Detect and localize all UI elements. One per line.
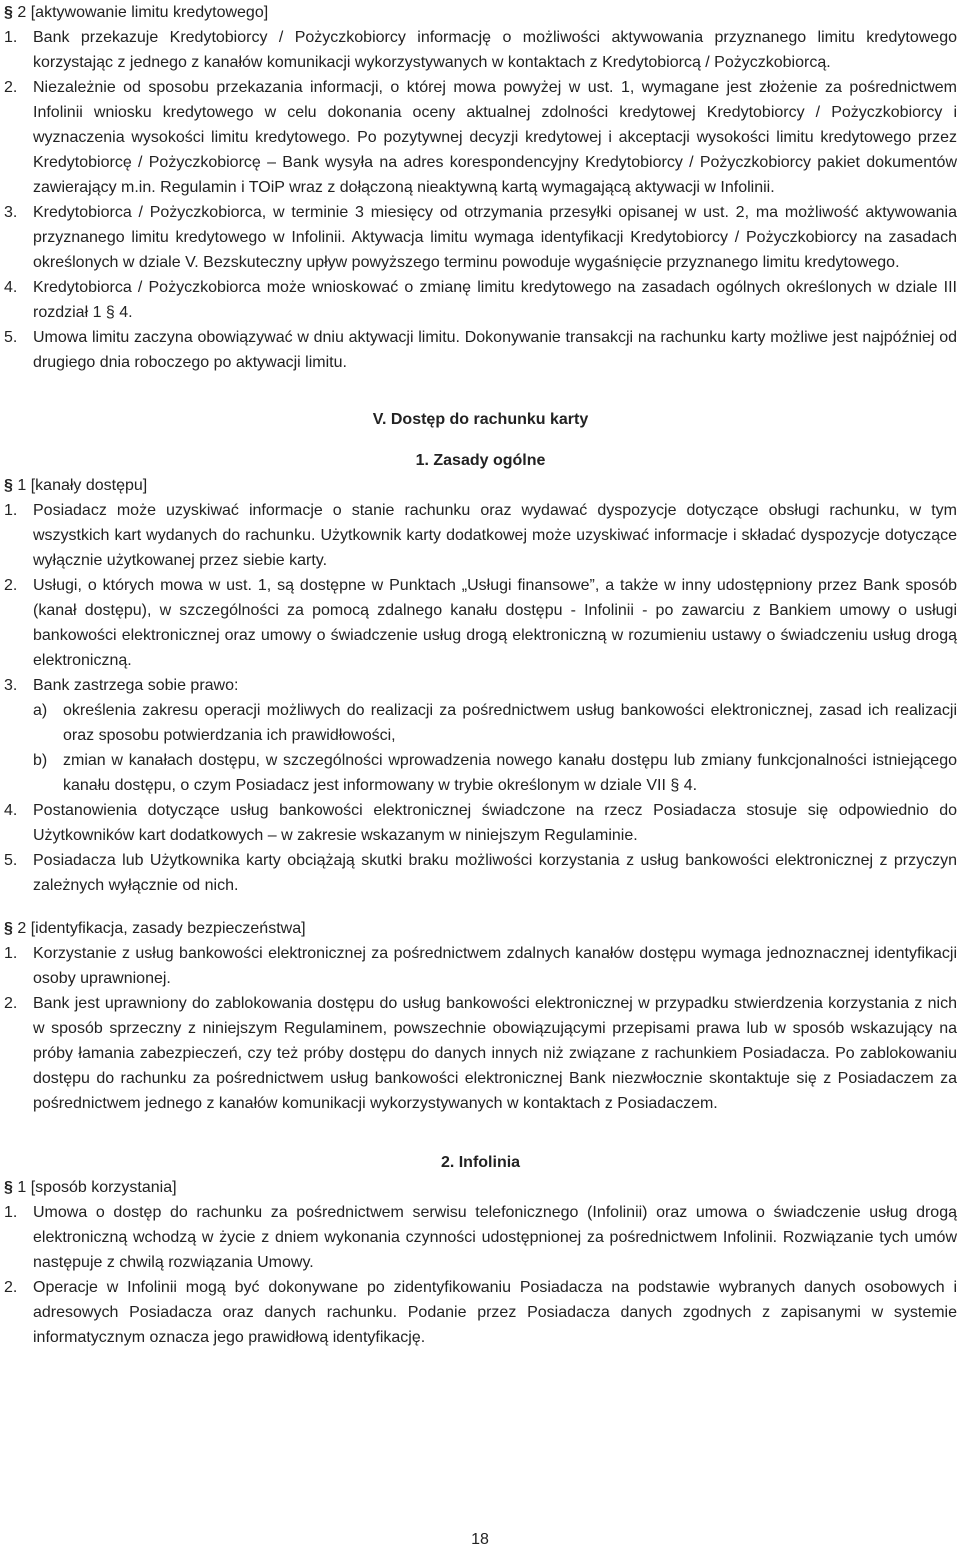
- paragraph-heading-limit-activation: § 2 [aktywowanie limitu kredytowego]: [4, 4, 269, 21]
- section-sign: §: [4, 4, 13, 21]
- paragraph-heading-usage: § 1 [sposób korzystania]: [4, 1179, 177, 1196]
- paragraph-heading-access-channels: § 1 [kanały dostępu]: [4, 477, 148, 494]
- list-item: 2. Usługi, o których mowa w ust. 1, są dostępne w Punktach „Usługi finansowe”, a także w inny udostępniony przez Bank sposób (kanał dostępu), w szczególności za pomocą zdalnego kanału dostępu - Infolinii - po zawarciu z Bankiem umowy o usługi bankowości elektronicznej oraz umowy o świadczenie usług drogą elektroniczną w rozumieniu ustawy o świadczeniu usług drogą elektroniczną.: [4, 577, 957, 669]
- list-item: 4. Postanowienia dotyczące usług bankowości elektronicznej świadczone na rzecz Posiadacza stosuje się odpowiednio do Użytkowników kart dodatkowych – w zakresie wskazanym w niniejszym Regulaminie.: [4, 802, 957, 844]
- list-item: 2. Bank jest uprawniony do zablokowania dostępu do usług bankowości elektronicznej w przypadku stwierdzenia korzystania z nich w sposób sprzeczny z niniejszym Regulaminem, powszechnie obowiązującymi przepisami prawa lub w sposób wskazujący na próby łamania zabezpieczeń, czy też próby dostępu do danych innych niż związane z rachunkiem Posiadacza. Po zablokowaniu dostępu do rachunku za pośrednictwem usług bankowości elektronicznej Bank niezwłocznie skontaktuje się z Posiadaczem za pośrednictwem jednego z kanałów komunikacji wykorzystywanych w kontaktach z Posiadaczem.: [4, 995, 957, 1112]
- list-item: 1. Umowa o dostęp do rachunku za pośrednictwem serwisu telefonicznego (Infolinii) oraz umowa o świadczenie usług drogą elektroniczną wchodzą w życie z dniem wykonania czynności udostępnionej za pośrednictwem Infolinii. Rozwiązanie tych umów następuje z chwilą rozwiązania Umowy.: [4, 1204, 957, 1271]
- list-item: 2. Operacje w Infolinii mogą być dokonywane po zidentyfikowaniu Posiadacza na podstawie wybranych danych osobowych i adresowych Posiadacza oraz danych rachunku. Podanie przez Posiadacza danych zgodnych z zapisanymi w systemie informatycznym oznacza jego prawidłową identyfikację.: [4, 1279, 957, 1346]
- list-item: 3. Kredytobiorca / Pożyczkobiorca, w terminie 3 miesięcy od otrzymania przesyłki opisanej w ust. 2, ma możliwość aktywowania przyznanego limitu kredytowego w Infolinii. Aktywacja limitu wymaga identyfikacji Kredytobiorcy / Pożyczkobiorcy na zasadach określonych w dziale V. Bezskuteczny upływ powyższego terminu powoduje wygaśnięcie przyznanego limitu kredytowego.: [4, 204, 957, 271]
- section-sign: §: [4, 920, 13, 937]
- paragraph-heading-identification: § 2 [identyfikacja, zasady bezpieczeństwa]: [4, 920, 306, 937]
- list-item: 3. Bank zastrzega sobie prawo:: [4, 677, 239, 694]
- list-item: 1. Korzystanie z usług bankowości elektronicznej za pośrednictwem zdalnych kanałów dostępu wymaga jednoznacznej identyfikacji osoby uprawnionej.: [4, 945, 957, 987]
- chapter-title: 1. Zasady ogólne: [415, 452, 546, 469]
- section-title: V. Dostęp do rachunku karty: [372, 411, 589, 428]
- list-item: 4. Kredytobiorca / Pożyczkobiorca może wnioskować o zmianę limitu kredytowego na zasadach ogólnych określonych w dziale III rozdział 1 § 4.: [4, 279, 957, 321]
- section-sign: §: [4, 1179, 13, 1196]
- section-sign: §: [4, 477, 13, 494]
- list-item: 1. Bank przekazuje Kredytobiorcy / Pożyczkobiorcy informację o możliwości aktywowania przyznanego limitu kredytowego korzystając z jednego z kanałów komunikacji wykorzystywanych w kontaktach z Kredytobiorcą / Pożyczkobiorcą.: [4, 29, 957, 71]
- list-item: 1. Posiadacz może uzyskiwać informacje o stanie rachunku oraz wydawać dyspozycje dotyczące obsługi rachunku, w tym wszystkich kart wydanych do rachunku. Użytkownik karty dodatkowej może uzyskiwać informacje i składać dyspozycje dotyczące wyłącznie użytkowanej przez siebie karty.: [4, 502, 957, 569]
- page-number: 18: [471, 1531, 489, 1548]
- list-item: 5. Umowa limitu zaczyna obowiązywać w dniu aktywacji limitu. Dokonywanie transakcji na rachunku karty możliwe jest najpóźniej od drugiego dnia roboczego po aktywacji limitu.: [4, 329, 957, 371]
- list-item: 2. Niezależnie od sposobu przekazania informacji, o której mowa powyżej w ust. 1, wymagane jest złożenie za pośrednictwem Infolinii wniosku kredytowego w celu dokonania oceny aktualnej zdolności kredytowej Kredytobiorcy / Pożyczkobiorcy i wyznaczenia wysokości limitu kredytowego. Po pozytywnej decyzji kredytowej i akceptacji wysokości limitu kredytowego przez Kredytobiorcę / Pożyczkobiorcę – Bank wysyła na adres korespondencyjny Kredytobiorcy / Pożyczkobiorcy pakiet dokumentów zawierający m.in. Regulamin i TOiP wraz z dołączoną nieaktywną kartą wymagającą aktywacji w Infolinii.: [4, 79, 957, 196]
- sub-list-item: a) określenia zakresu operacji możliwych do realizacji za pośrednictwem usług bankowości elektronicznej, zasad ich realizacji oraz sposobu potwierdzania ich prawidłowości,: [33, 702, 957, 744]
- chapter-title: 2. Infolinia: [440, 1154, 521, 1171]
- sub-list-item: b) zmian w kanałach dostępu, w szczególności wprowadzenia nowego kanału dostępu lub zmiany funkcjonalności istniejącego kanału dostępu, o czym Posiadacz jest informowany w trybie określonym w dziale VII § 4.: [33, 752, 957, 794]
- list-item: 5. Posiadacza lub Użytkownika karty obciążają skutki braku możliwości korzystania z usług bankowości elektronicznej z przyczyn zależnych wyłącznie od nich.: [4, 852, 957, 894]
